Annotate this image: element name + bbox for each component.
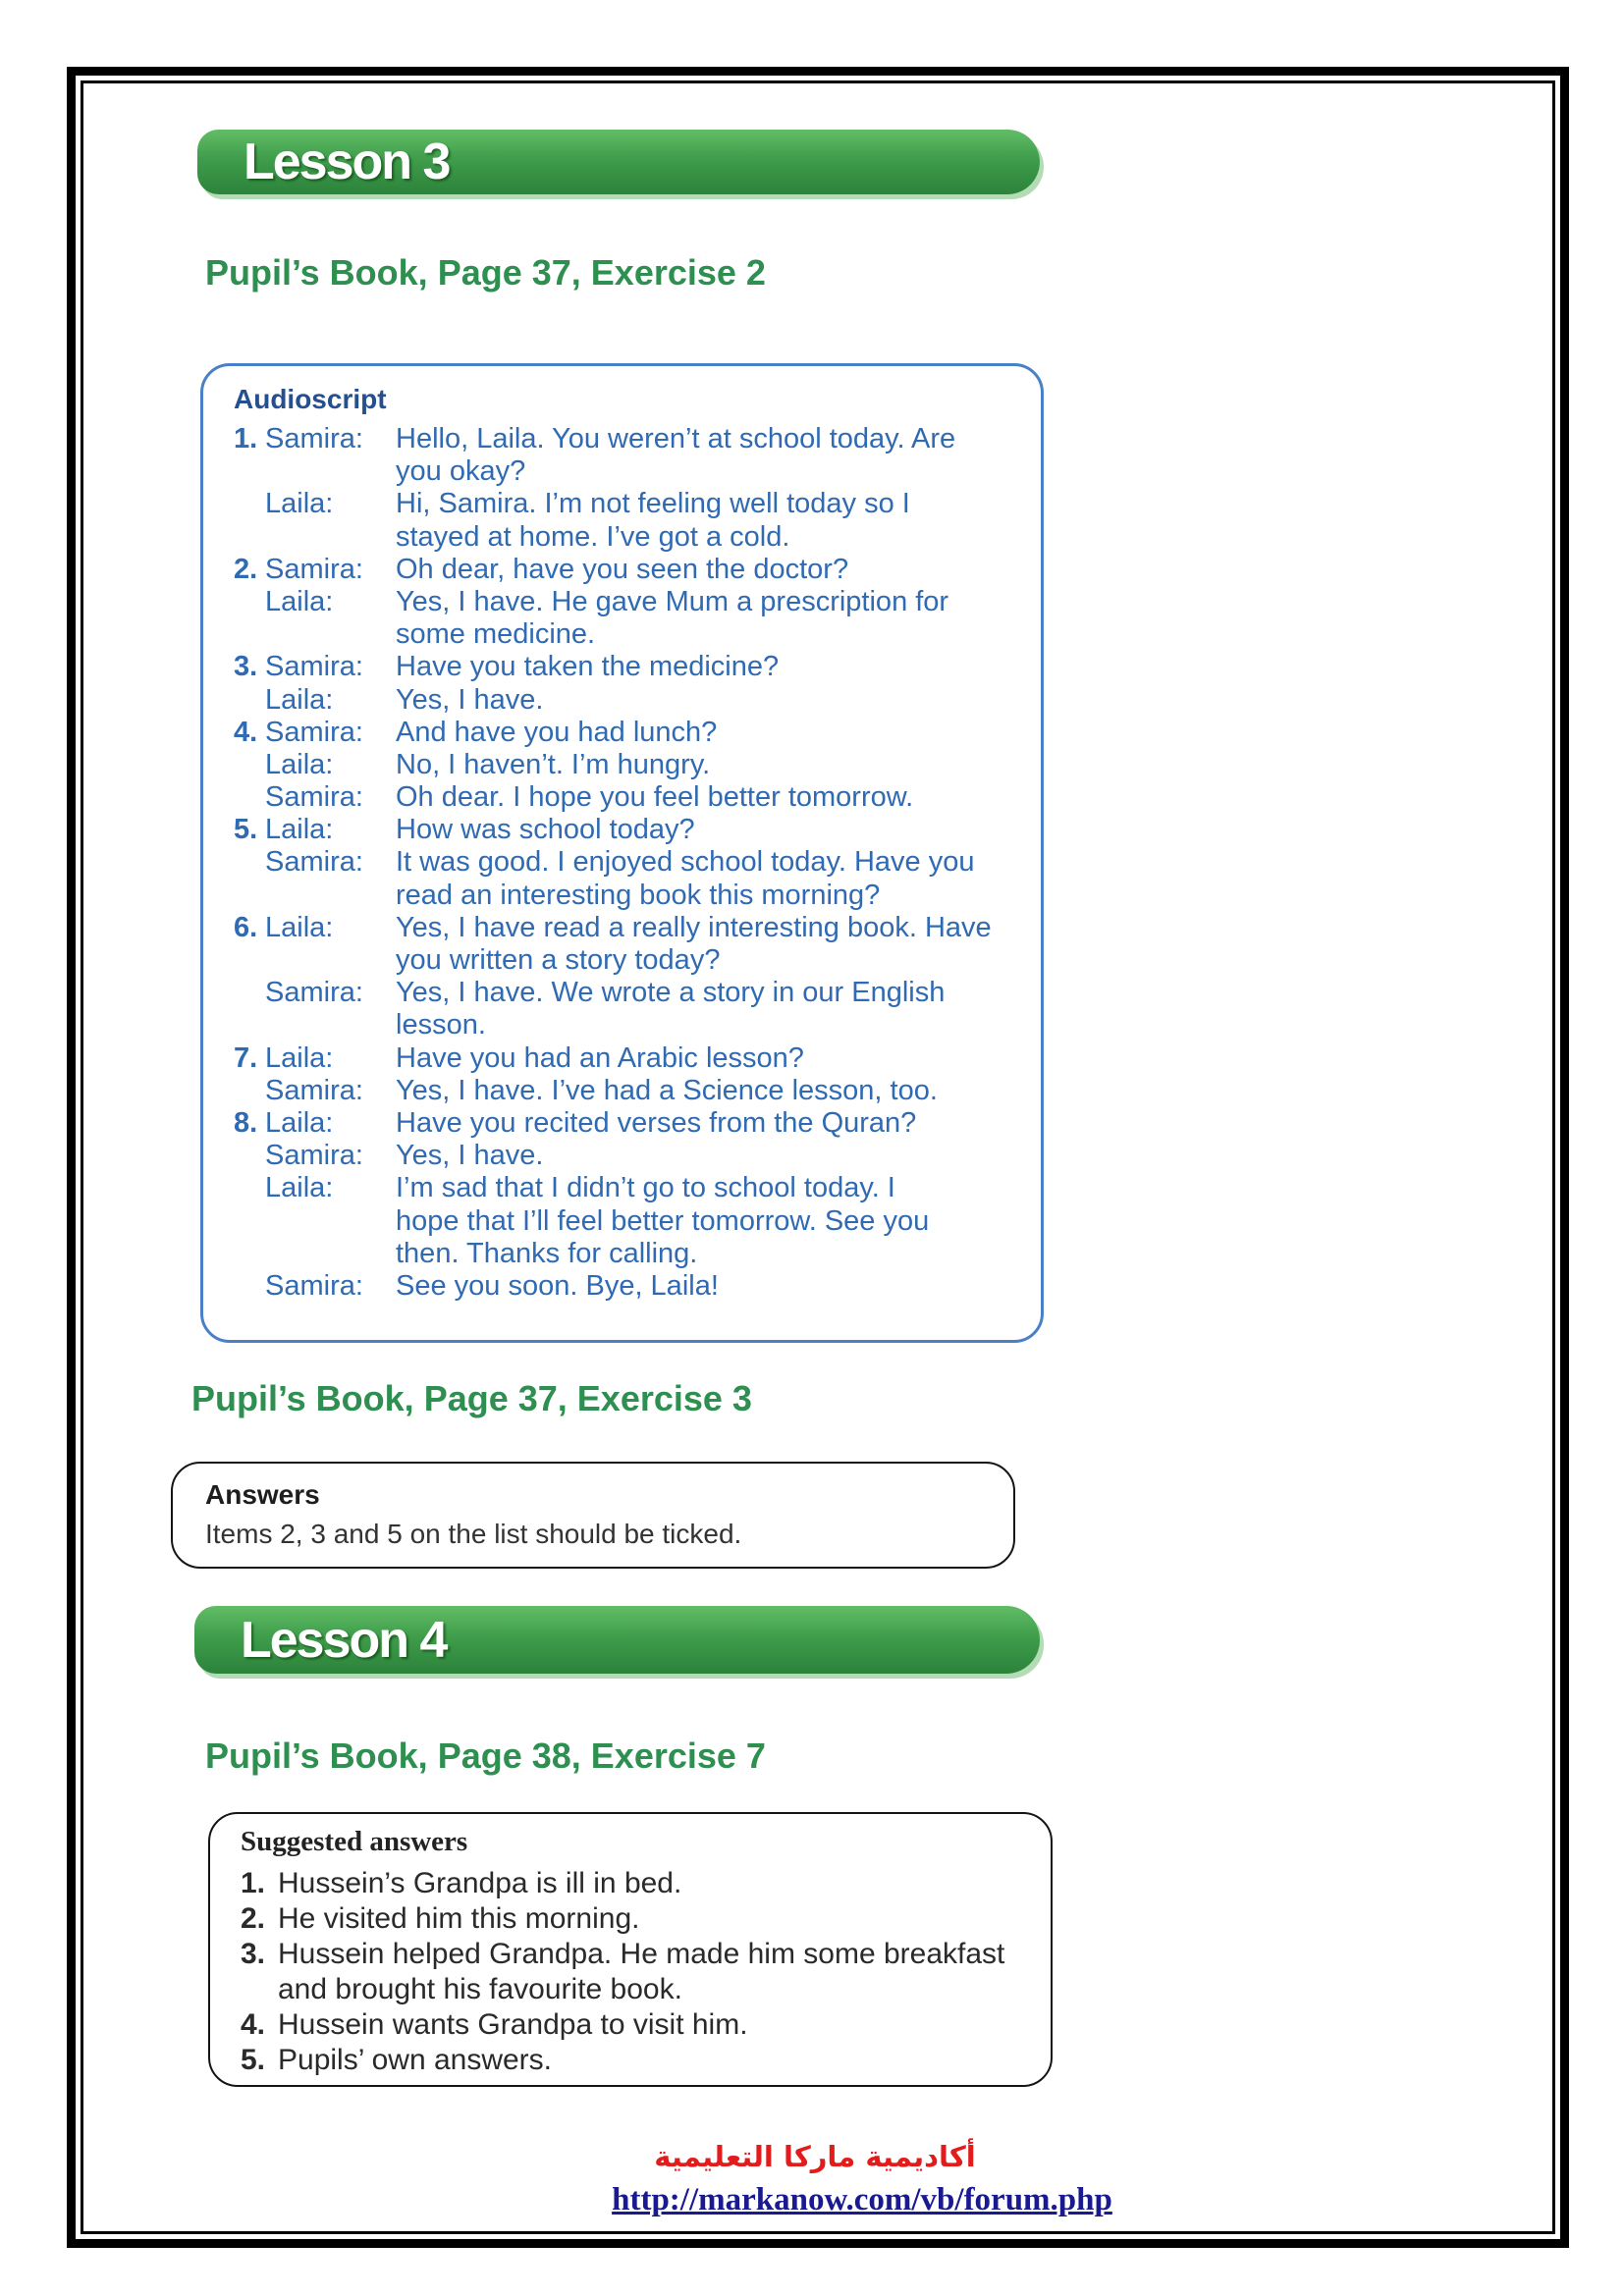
speaker-label: Laila: — [265, 683, 334, 716]
item-line: and brought his favourite book. — [278, 1973, 682, 2005]
dialogue-line: you written a story today? — [396, 944, 721, 976]
forum-link[interactable]: http://markanow.com/vb/forum.php — [612, 2182, 1112, 2217]
dialogue-text — [396, 814, 1041, 846]
speaker-label: Samira: — [265, 1269, 363, 1302]
dialogue-line: you okay? — [396, 455, 526, 488]
dialogue-text — [396, 423, 1041, 488]
dialogue-text — [396, 912, 1041, 977]
dialogue-row — [203, 749, 1041, 781]
list-item — [210, 1901, 1051, 1937]
speaker-label: Laila: — [265, 1106, 334, 1139]
dialogue-list — [203, 423, 1041, 1303]
dialogue-row — [203, 1270, 1041, 1303]
dialogue-text — [396, 651, 1041, 683]
speaker-label: Samira: — [265, 977, 363, 1009]
dialogue-text — [396, 846, 1041, 911]
item-number: 2. — [241, 1902, 266, 1935]
dialogue-text — [396, 749, 1041, 781]
dialogue-line: How was school today? — [396, 814, 695, 846]
dialogue-line: Hello, Laila. You weren’t at school today. Are — [396, 423, 956, 454]
item-number: 5. — [241, 2044, 266, 2076]
suggested-answers-list — [210, 1866, 1051, 2078]
dialogue-line: Have you recited verses from the Quran? — [396, 1106, 917, 1139]
dialogue-line: Oh dear, have you seen the doctor? — [396, 553, 849, 585]
dialogue-text — [396, 554, 1041, 586]
dialogue-text — [396, 1270, 1041, 1303]
answers-title: Answers — [205, 1479, 320, 1510]
dialogue-row — [203, 846, 1041, 911]
lesson-3-banner — [197, 130, 1040, 194]
speaker-label: Samira: — [265, 846, 363, 879]
dialogue-text — [396, 1172, 1041, 1270]
dialogue-line: Yes, I have. We wrote a story in our English — [396, 977, 946, 1009]
audioscript-box — [200, 363, 1044, 1343]
item-line: Hussein’s Grandpa is ill in bed. — [278, 1867, 682, 1899]
academy-name: أكاديمية ماركا التعليمية — [654, 2140, 976, 2173]
list-item — [210, 2007, 1051, 2043]
suggested-answers-title: Suggested answers — [241, 1826, 468, 1857]
dialogue-text — [396, 1075, 1041, 1107]
item-line: Pupils’ own answers. — [278, 2044, 553, 2076]
dialogue-line: See you soon. Bye, Laila! — [396, 1269, 719, 1302]
line-number: 5. — [234, 814, 258, 846]
dialogue-row — [203, 717, 1041, 749]
speaker-label: Samira: — [265, 1140, 363, 1172]
dialogue-line: Yes, I have read a really interesting book. Have — [396, 911, 992, 943]
dialogue-line: Hi, Samira. I’m not feeling well today so I — [396, 488, 910, 520]
list-item — [210, 1937, 1051, 2007]
dialogue-row — [203, 814, 1041, 846]
dialogue-row — [203, 586, 1041, 651]
dialogue-line: Have you had an Arabic lesson? — [396, 1041, 804, 1074]
item-line: He visited him this morning. — [278, 1902, 640, 1935]
audioscript-title: Audioscript — [234, 384, 387, 414]
item-text — [278, 2043, 1051, 2078]
speaker-label: Samira: — [265, 781, 363, 814]
answers-box — [171, 1462, 1015, 1569]
dialogue-row — [203, 1042, 1041, 1075]
exercise-3-heading: Pupil’s Book, Page 37, Exercise 3 — [191, 1378, 752, 1418]
dialogue-line: Yes, I have. — [396, 683, 544, 716]
item-line: Hussein wants Grandpa to visit him. — [278, 2008, 748, 2041]
line-number: 2. — [234, 553, 258, 585]
dialogue-line: Have you taken the medicine? — [396, 651, 780, 683]
dialogue-row — [203, 684, 1041, 717]
line-number: 1. — [234, 423, 258, 454]
speaker-label: Laila: — [265, 488, 334, 520]
dialogue-row — [203, 423, 1041, 488]
speaker-label: Samira: — [265, 553, 363, 585]
dialogue-text — [396, 1107, 1041, 1140]
dialogue-row — [203, 1107, 1041, 1140]
dialogue-row — [203, 977, 1041, 1041]
line-number: 7. — [234, 1041, 258, 1074]
dialogue-row — [203, 781, 1041, 814]
dialogue-line: It was good. I enjoyed school today. Have you — [396, 846, 975, 879]
line-number: 3. — [234, 651, 258, 683]
speaker-label: Samira: — [265, 651, 363, 683]
line-number: 8. — [234, 1106, 258, 1139]
dialogue-text — [396, 1042, 1041, 1075]
speaker-label: Samira: — [265, 423, 363, 454]
dialogue-line: hope that I’ll feel better tomorrow. See you — [396, 1204, 930, 1237]
speaker-label: Laila: — [265, 1172, 334, 1204]
dialogue-line: lesson. — [396, 1009, 486, 1041]
dialogue-line: Oh dear. I hope you feel better tomorrow. — [396, 781, 914, 814]
speaker-label: Laila: — [265, 814, 334, 846]
speaker-label: Samira: — [265, 716, 363, 748]
speaker-label: Laila: — [265, 1041, 334, 1074]
lesson-3-title: Lesson 3 — [244, 133, 450, 190]
dialogue-row — [203, 1075, 1041, 1107]
dialogue-text — [396, 717, 1041, 749]
line-number: 4. — [234, 716, 258, 748]
item-line: Hussein helped Grandpa. He made him some breakfast — [278, 1938, 1005, 1970]
dialogue-line: And have you had lunch? — [396, 716, 718, 748]
dialogue-line: No, I haven’t. I’m hungry. — [396, 748, 711, 780]
list-item — [210, 1866, 1051, 1901]
speaker-label: Laila: — [265, 748, 334, 780]
dialogue-text — [396, 586, 1041, 651]
dialogue-text — [396, 684, 1041, 717]
dialogue-row — [203, 488, 1041, 553]
item-number: 4. — [241, 2008, 266, 2041]
dialogue-line: Yes, I have. He gave Mum a prescription for — [396, 585, 949, 617]
dialogue-line: read an interesting book this morning? — [396, 879, 881, 911]
dialogue-row — [203, 554, 1041, 586]
item-text — [278, 2007, 1051, 2043]
dialogue-line: some medicine. — [396, 618, 596, 651]
item-text — [278, 1866, 1051, 1901]
exercise-2-heading: Pupil’s Book, Page 37, Exercise 2 — [205, 252, 766, 293]
item-number: 1. — [241, 1867, 266, 1899]
dialogue-line: Yes, I have. — [396, 1140, 544, 1172]
item-text — [278, 1901, 1051, 1937]
dialogue-row — [203, 651, 1041, 683]
speaker-label: Laila: — [265, 911, 334, 943]
speaker-label: Samira: — [265, 1074, 363, 1106]
dialogue-line: Yes, I have. I’ve had a Science lesson, too. — [396, 1074, 938, 1106]
exercise-7-heading: Pupil’s Book, Page 38, Exercise 7 — [205, 1735, 766, 1776]
item-number: 3. — [241, 1938, 266, 1970]
lesson-4-title: Lesson 4 — [241, 1611, 447, 1669]
dialogue-line: then. Thanks for calling. — [396, 1237, 698, 1269]
dialogue-line: stayed at home. I’ve got a cold. — [396, 520, 790, 553]
list-item — [210, 2043, 1051, 2078]
suggested-answers-box — [208, 1812, 1053, 2087]
dialogue-row — [203, 912, 1041, 977]
line-number: 6. — [234, 911, 258, 943]
dialogue-line: I’m sad that I didn’t go to school today. I — [396, 1172, 895, 1204]
speaker-label: Laila: — [265, 585, 334, 617]
dialogue-text — [396, 488, 1041, 553]
item-text — [278, 1937, 1051, 2007]
lesson-4-banner — [194, 1606, 1040, 1674]
dialogue-text — [396, 977, 1041, 1041]
answers-text: Items 2, 3 and 5 on the list should be ticked. — [205, 1519, 742, 1549]
dialogue-row — [203, 1140, 1041, 1172]
dialogue-row — [203, 1172, 1041, 1270]
dialogue-text — [396, 1140, 1041, 1172]
dialogue-text — [396, 781, 1041, 814]
